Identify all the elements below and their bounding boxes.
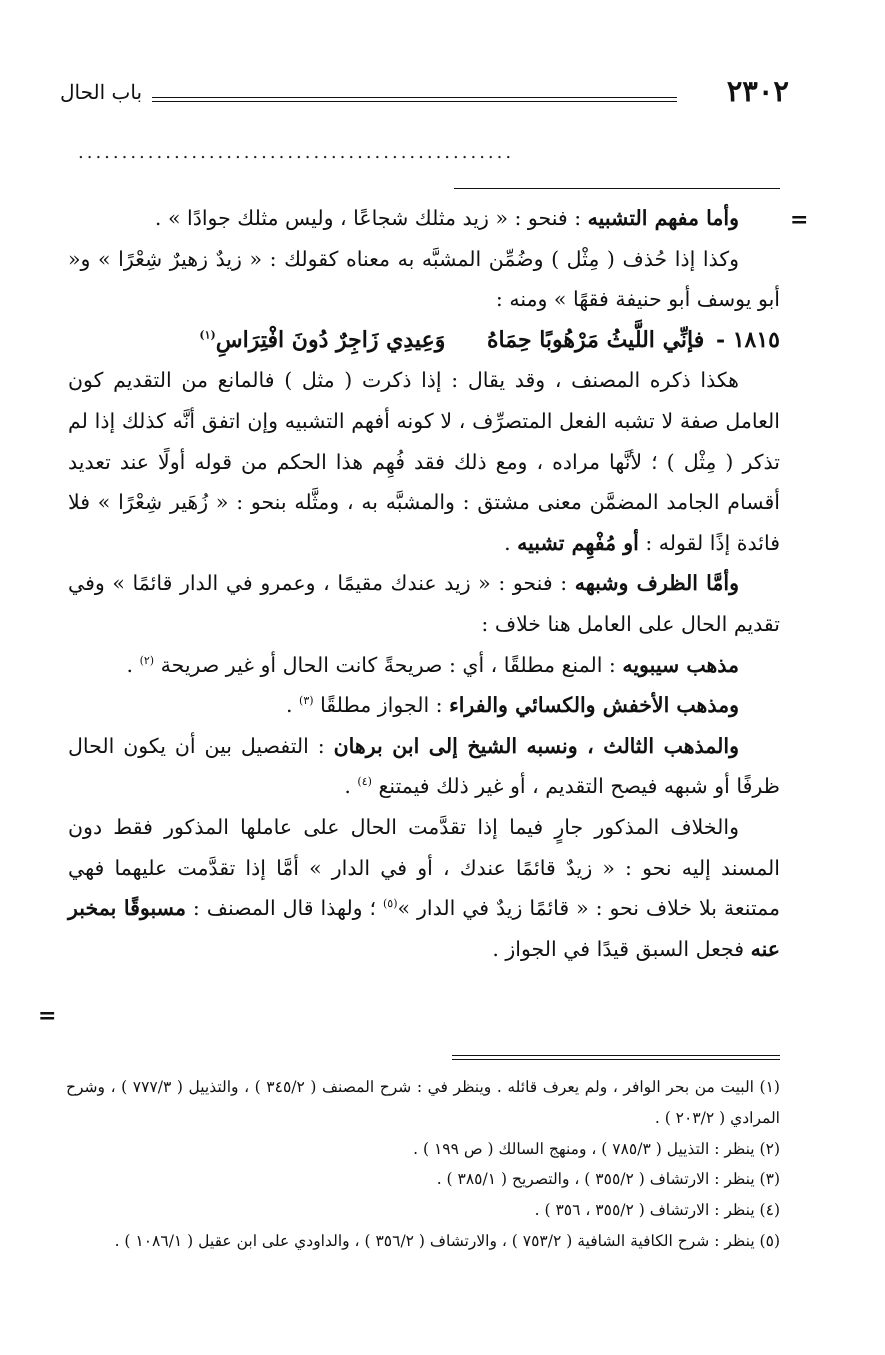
margin-continuation-mark: = (38, 1003, 57, 1029)
paragraph: وأما مفهم التشبيه : فنحو : « زيد مثلك شجاعًا ، وليس مثلك جوادًا » . (154, 206, 739, 230)
paragraph: هكذا ذكره المصنف ، وقد يقال : إذا ذكرت ( مثل ) فالمانع من التقديم كون العامل صفة لا تشبه الفعل المتصرِّف ، لا كونه أفهم التشبيه وإن اتفق أنَّه كذلك إذا لم تذكر ( مِثْل ) ؛ لأنَّها مراده ، ومع ذلك فقد فُهِم هذا الحكم من قوله أولًا عند تعديد أقسام الجامد المضمَّن معنى مشتق : والمشبَّه به ، ومثَّله بنحو : « زُهَير شِعْرًا » فلا فائدة إذًا لقوله : أو مُفْهِم تشبيه . (68, 368, 780, 555)
main-text (68, 198, 780, 969)
footnote-separator (452, 1055, 780, 1060)
header-double-rule (152, 97, 677, 102)
footnote-ref: (٣) (299, 694, 314, 708)
paragraph: والخلاف المذكور جارٍ فيما إذا تقدَّمت الحال على عاملها المذكور فقط دون المسند إليه نحو : « زيدٌ قائمًا عندك ، أو في الدار » أمَّا إذا تقدَّمت عليهما فهي ممتنعة بلا خلاف نحو : « قائمًا زيدٌ في الدار »$^{(٥)}$ ؛ ولهذا قال المصنف : مسبوقًا بمخبر عنه فجعل السبق قيدًا في الجواز . (68, 814, 780, 961)
footnote-ref: (٢) (139, 653, 155, 667)
paragraph: ومذهب الأخفش والكسائي والفراء : الجواز مطلقًا $^{(٣)}$ . (285, 693, 739, 718)
verse-number: ١٨١٥ - (715, 326, 780, 353)
paragraph: وأمَّا الظرف وشبهه : فنحو : « زيد عندك مقيمًا ، وعمرو في الدار قائمًا » وفي تقديم الحال على العامل هنا خلاف : (68, 571, 780, 636)
footnote: (٢) ينظر : التذييل ( ٧٨٥/٣ ) ، ومنهج السالك ( ص ١٩٩ ) . (413, 1139, 780, 1158)
footnote: (٣) ينظر : الارتشاف ( ٣٥٥/٢ ) ، والتصريح ( ٣٨٥/١ ) . (436, 1170, 780, 1189)
verse-line (68, 320, 780, 361)
paragraph: وكذا إذا حُذف ( مِثْل ) وضُمِّن المشبَّه به معناه كقولك : « زيدٌ زهيرٌ شِعْرًا » و« أبو يوسف أبو حنيفة فقهًا » ومنه : (68, 246, 780, 312)
verse-second-hemistich: وَعِيدِي زَاجِرٌ دُونَ افْتِرَاسِ (215, 326, 446, 353)
page-number: ٢٣٠٢ (726, 74, 789, 108)
footnotes (66, 1072, 780, 1257)
dotted-separator: .................................................. (78, 142, 515, 162)
footnote-ref: (٤) (357, 775, 372, 789)
continuation-rule (454, 188, 780, 189)
verse-first-hemistich: فإنِّي اللَّيثُ مَرْهُوبًا حِمَاهُ (487, 326, 705, 353)
margin-continuation-mark: = (790, 207, 809, 233)
footnote: (٤) ينظر : الارتشاف ( ٣٥٥/٢ ، ٣٥٦ ) . (534, 1201, 780, 1220)
paragraph: والمذهب الثالث ، ونسبه الشيخ إلى ابن برهان : التفصيل بين أن يكون الحال ظرفًا أو شبهه فيصح التقديم ، أو غير ذلك فيمتنع $^{(٤)}$ . (68, 733, 780, 799)
footnote: (٥) ينظر : شرح الكافية الشافية ( ٧٥٣/٢ ) ، والارتشاف ( ٣٥٦/٢ ) ، والداودي على ابن عقيل ( ١٠٨٦/١ ) . (114, 1231, 780, 1250)
footnote: (١) البيت من بحر الوافر ، ولم يعرف قائله . وينظر في : شرح المصنف ( ٣٤٥/٢ ) ، والتذييل ( ٧٧٧/٣ ) ، وشرح المرادي ( ٢٠٣/٢ ) . (66, 1078, 780, 1127)
running-title: باب الحال (60, 80, 143, 104)
page-header (60, 74, 789, 114)
footnote-ref: (١) (199, 328, 216, 342)
footnote-ref: (٥) (382, 897, 398, 911)
paragraph: مذهب سيبويه : المنع مطلقًا ، أي : صريحةً كانت الحال أو غير صريحة $^{(٢)}$ . (126, 652, 739, 677)
